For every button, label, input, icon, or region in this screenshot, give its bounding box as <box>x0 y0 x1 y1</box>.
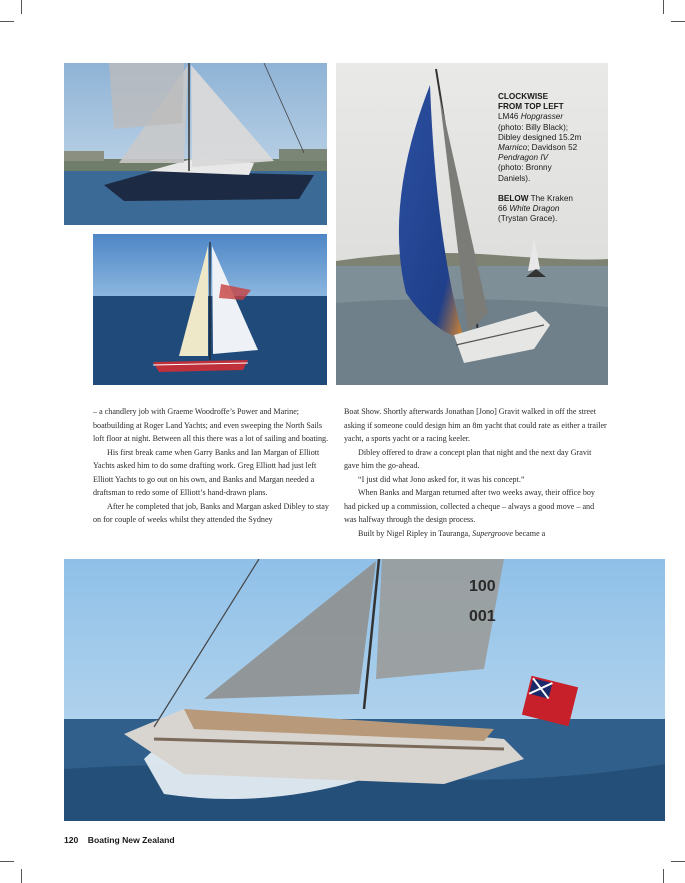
photo-caption <box>498 92 598 224</box>
caption-boat-name: White Dragon <box>509 204 560 214</box>
body-text: became a <box>512 528 546 538</box>
caption-text: Daniels). <box>498 173 531 183</box>
caption-boat-name: Marnico <box>498 143 528 153</box>
photo-yacht-marnico <box>93 234 327 385</box>
crop-mark <box>671 861 685 862</box>
caption-heading: FROM TOP LEFT <box>498 102 564 112</box>
caption-text: ; Davidson 52 <box>527 143 578 153</box>
crop-mark <box>671 21 685 22</box>
caption-boat-name: Pendragon IV <box>498 153 549 163</box>
crop-mark <box>0 21 14 22</box>
text-column-right <box>344 405 608 540</box>
crop-mark <box>663 0 664 14</box>
caption-text: LM46 <box>498 112 521 122</box>
body-paragraph: “I just did what Jono asked for, it was his concept.” <box>358 474 525 484</box>
sail-number: 100 <box>469 578 496 595</box>
body-paragraph: Dibley offered to draw a concept plan that night and the next day Gravit gave him the go-ahead. <box>344 447 592 471</box>
body-paragraph: His first break came when Garry Banks and Ian Margan of Elliott Yachts asked him to do some drafting work. Greg Elliott had just left Elliott Yachts to go out on his own, and Banks and Margan needed a draftsman to redo some of Elliott’s hand-drawn plans. <box>93 447 320 498</box>
caption-text: (Trystan Grace). <box>498 214 558 224</box>
photo-yacht-hopgrasser <box>64 63 327 225</box>
caption-text: (photo: Billy Black); <box>498 122 569 132</box>
caption-heading: BELOW <box>498 193 529 203</box>
caption-boat-name: Hopgrasser <box>520 112 564 122</box>
body-paragraph: After he completed that job, Banks and Margan asked Dibley to stay on for couple of weeks whilst they attended the Sydney <box>93 501 329 525</box>
sail-number: 001 <box>469 608 496 625</box>
crop-mark <box>663 869 664 883</box>
caption-text: The Kraken <box>528 193 573 203</box>
caption-text: Dibley designed 15.2m <box>498 132 582 142</box>
caption-text: 66 <box>498 204 510 214</box>
text-column-left <box>93 405 329 527</box>
crop-mark <box>21 869 22 883</box>
caption-heading: CLOCKWISE <box>498 92 549 101</box>
photo-yacht-white-dragon <box>64 559 665 821</box>
body-paragraph: – a chandlery job with Graeme Woodroffe’s Power and Marine; boatbuilding at Roger Land Yachts; and even sweeping the North Sails loft floor at night. Between all this there was a lot of sailing and boating. <box>93 407 329 444</box>
body-paragraph: When Banks and Margan returned after two weeks away, their office boy had picked up a commission, collected a cheque – always a good move – and was halfway through the design process. <box>344 488 595 525</box>
publication-name: Boating New Zealand <box>87 835 175 845</box>
page-number: 120 <box>64 835 79 845</box>
boat-name: Supergroove <box>472 528 513 538</box>
body-paragraph <box>344 527 608 541</box>
crop-mark <box>21 0 22 14</box>
caption-text: (photo: Bronny <box>498 163 552 173</box>
body-paragraph: Boat Show. Shortly afterwards Jonathan [Jono] Gravit walked in off the street asking if someone could design him an 8m yacht that could rate as either a trailer yacht, a sports yacht or a racing keeler. <box>344 407 607 444</box>
body-text: Built by Nigel Ripley in Tauranga, <box>358 528 473 538</box>
page-footer <box>64 835 175 845</box>
crop-mark <box>0 861 14 862</box>
